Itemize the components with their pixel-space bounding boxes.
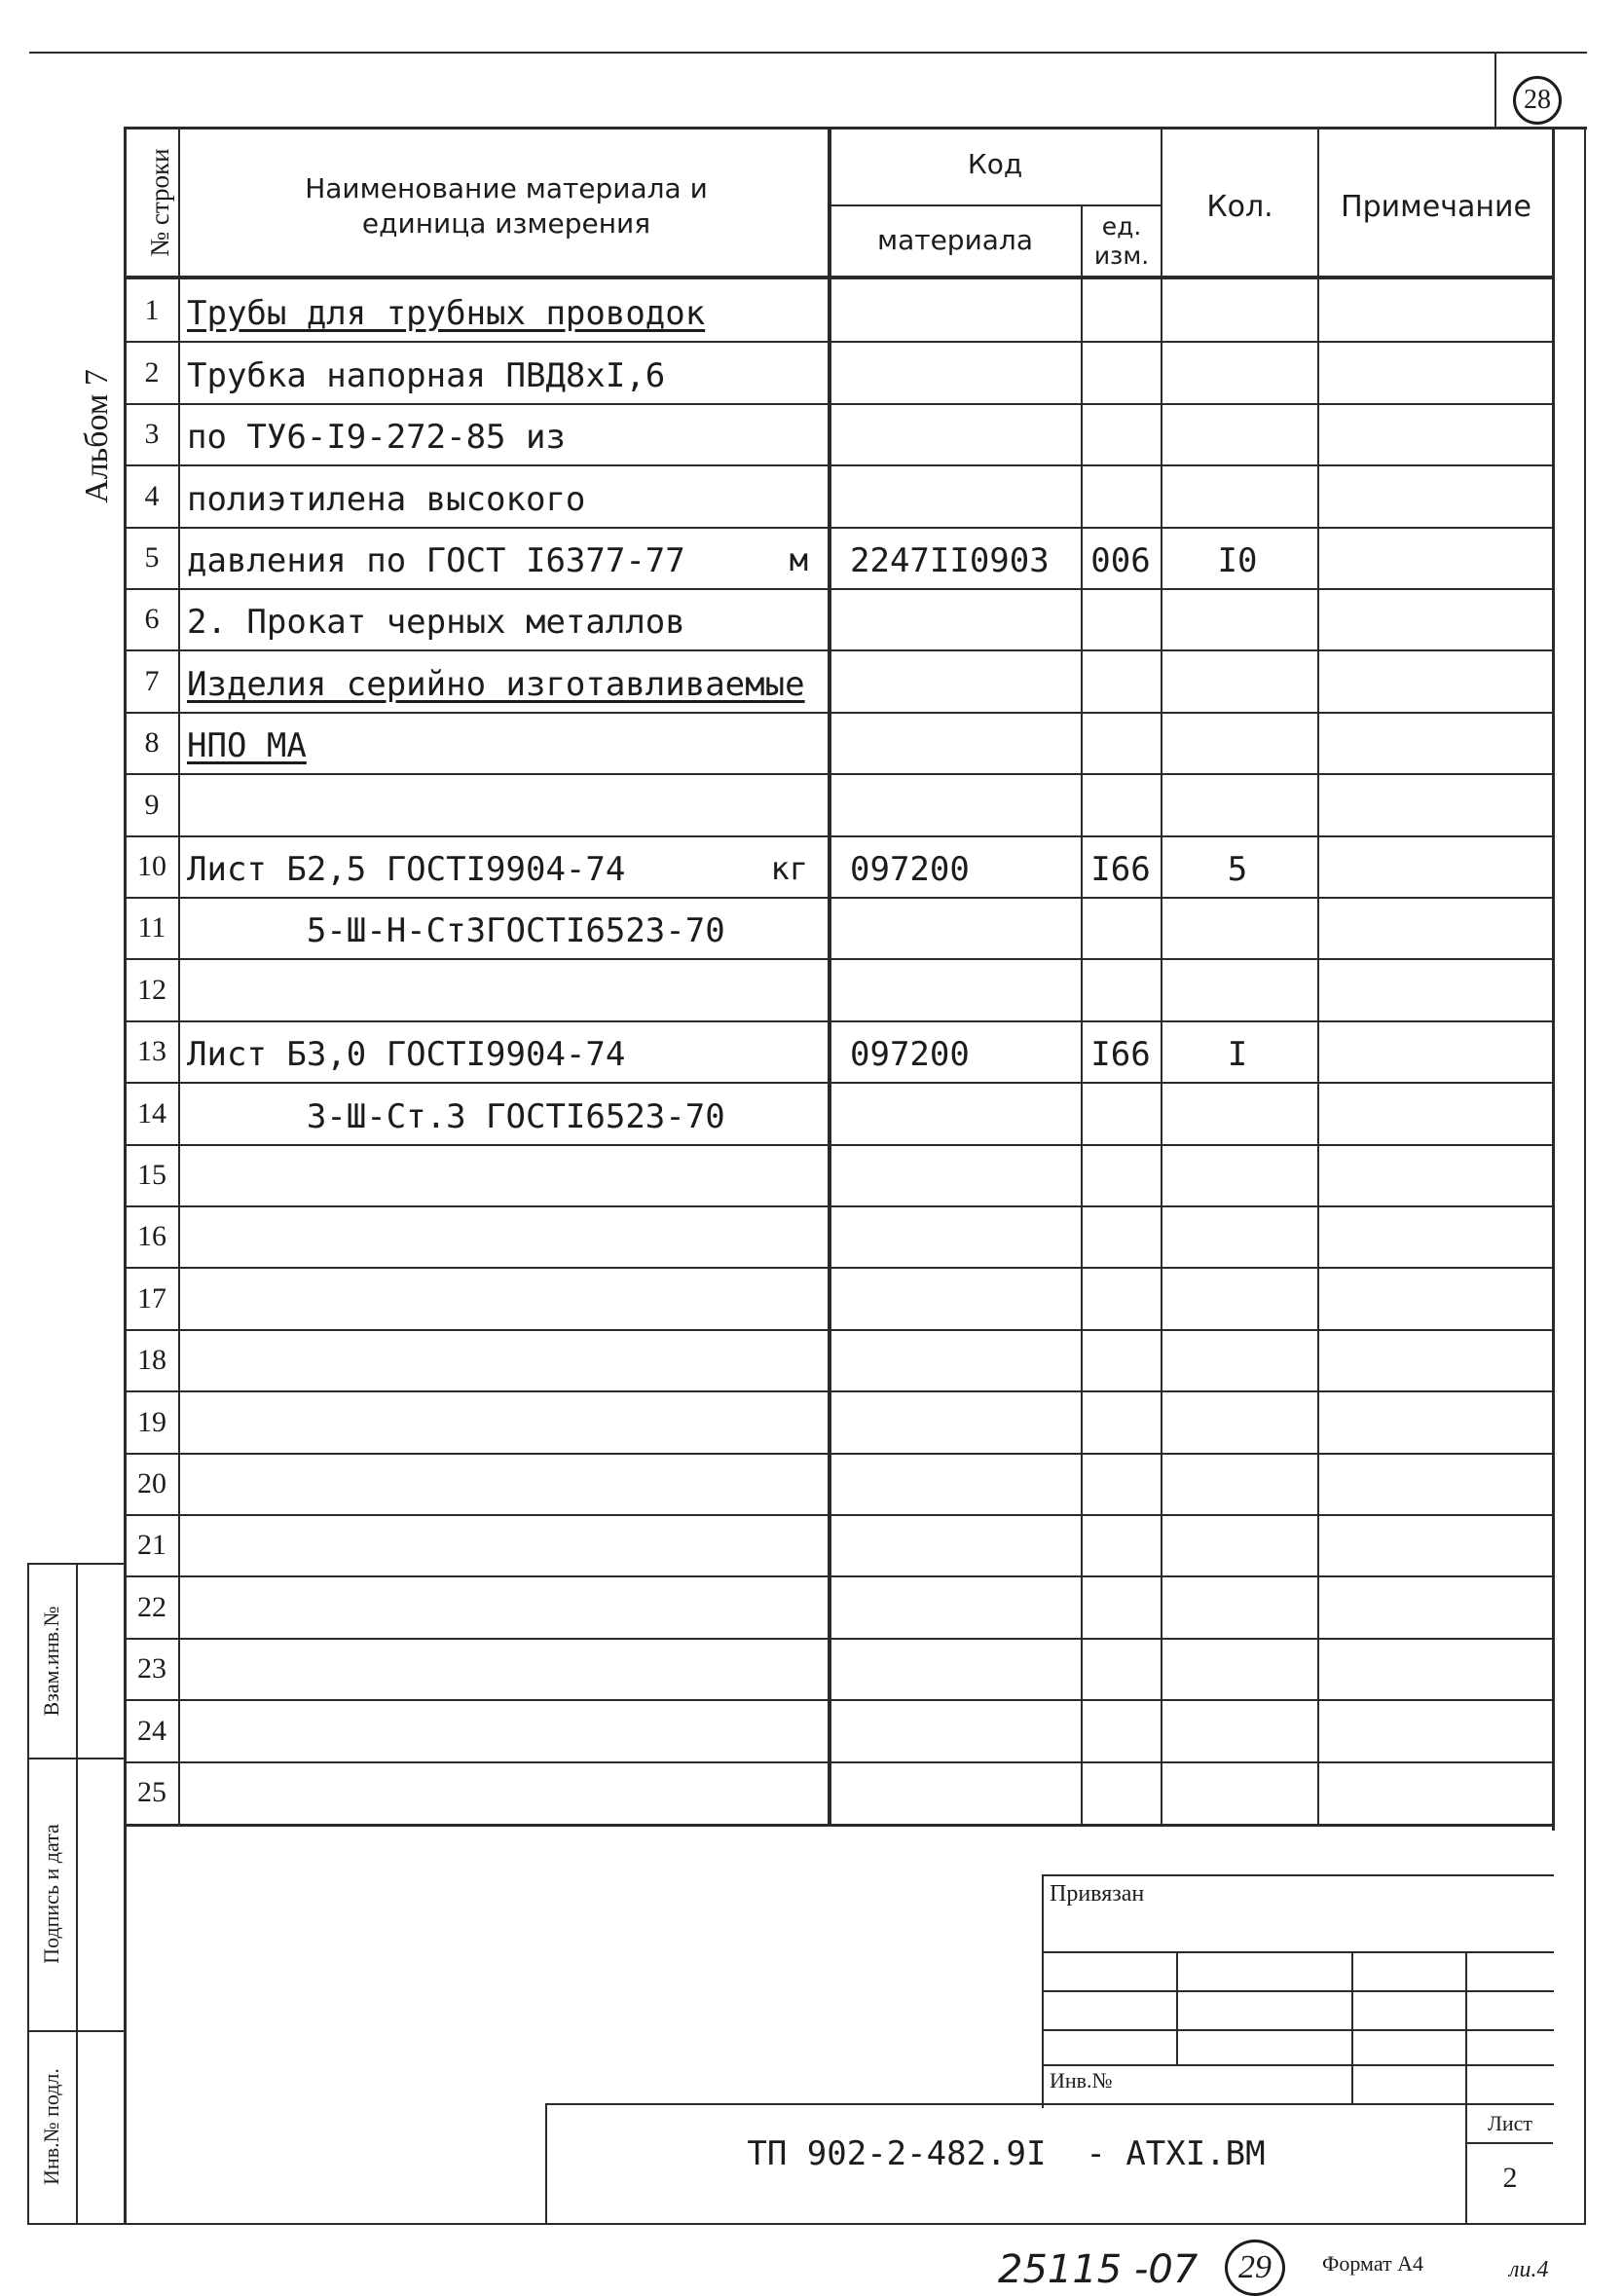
album-label: Альбом 7 — [79, 369, 115, 503]
row-material-code: 097200 — [850, 850, 970, 889]
handwritten-circle — [1225, 2240, 1285, 2296]
row-quantity: I — [1227, 1035, 1248, 1075]
row-line — [124, 1082, 1555, 1084]
row-line — [124, 1514, 1555, 1516]
tb-line-2 — [1042, 1990, 1554, 1992]
page-number: 28 — [1524, 85, 1551, 115]
row-material-code: 097200 — [850, 1035, 970, 1075]
row-number: 20 — [137, 1467, 166, 1500]
stamp-vzam-label: Взам.инв.№ — [39, 1606, 63, 1717]
row-number: 22 — [137, 1590, 166, 1623]
tb-line-1 — [1042, 1951, 1554, 1953]
row-line — [124, 1453, 1555, 1455]
row-name: 3-Ш-Ст.3 ГОСТI6523-70 — [187, 1096, 725, 1136]
row-line — [124, 835, 1555, 837]
row-line — [124, 897, 1555, 899]
row-line — [124, 958, 1555, 960]
row-number: 9 — [144, 788, 160, 821]
row-line — [124, 527, 1555, 529]
tb-inv-label: Инв.№ — [1050, 2068, 1113, 2092]
row-material-code: 2247II0903 — [850, 541, 1050, 580]
row-line — [124, 1329, 1555, 1331]
doc-code: ТП 902-2-482.9I - АТХI.ВМ — [747, 2134, 1266, 2173]
page-number-circle — [1513, 76, 1562, 125]
row-line — [124, 649, 1555, 651]
header-code: Код — [967, 148, 1023, 180]
row-name: Трубы для трубных проводок — [187, 294, 706, 334]
row-number: 3 — [144, 418, 160, 451]
col-sep-code — [1081, 204, 1083, 1826]
row-unit-code: 006 — [1090, 541, 1151, 580]
row-number: 7 — [144, 664, 160, 697]
row-line — [124, 403, 1555, 405]
tb-line-4 — [1042, 2064, 1554, 2066]
row-number: 2 — [144, 355, 160, 389]
row-quantity: 5 — [1227, 850, 1248, 889]
tb-sheet-divider — [1465, 2142, 1553, 2144]
header-code-unit: ед. изм. — [1093, 212, 1150, 270]
row-line — [124, 464, 1555, 466]
row-number: 1 — [144, 294, 160, 327]
row-name: полиэтилена высокого — [187, 479, 586, 519]
row-line — [124, 1699, 1555, 1701]
stamp-outer-left — [27, 1563, 29, 2225]
stamp-top — [27, 1563, 125, 1565]
top-border-line — [29, 52, 1587, 54]
row-number: 23 — [137, 1652, 166, 1685]
row-line — [124, 1390, 1555, 1392]
row-unit-code: I66 — [1090, 1035, 1151, 1075]
format-label: Формат А4 — [1322, 2251, 1424, 2276]
header-bottom-line — [124, 276, 1555, 279]
row-unit: кг — [770, 850, 808, 887]
row-unit: м — [789, 541, 808, 578]
row-number: 4 — [144, 479, 160, 512]
stamp-bottom — [27, 2223, 1585, 2225]
col-sep-qty — [1317, 127, 1319, 1826]
row-name: Лист Б2,5 ГОСТI9904-74 — [187, 850, 626, 889]
page-number-frame-left — [1494, 52, 1496, 127]
stamp-sep-2 — [27, 2030, 125, 2032]
tb-privyazan-label: Привязан — [1050, 1881, 1145, 1907]
row-number: 24 — [137, 1714, 166, 1747]
row-line — [124, 1761, 1555, 1763]
row-number: 8 — [144, 726, 160, 759]
header-code-divider — [830, 204, 1162, 206]
row-line — [124, 1205, 1555, 1207]
table-bottom-line — [124, 1824, 1555, 1827]
stamp-inner — [76, 1563, 78, 2225]
row-number: 18 — [137, 1344, 166, 1377]
header-row-number: № строки — [145, 148, 174, 257]
row-line — [124, 1575, 1555, 1577]
row-line — [124, 341, 1555, 343]
header-name: Наименование материала и единица измерения — [305, 172, 708, 240]
row-line — [124, 588, 1555, 590]
row-number: 21 — [137, 1529, 166, 1562]
row-name: Трубка напорная ПВД8хI,6 — [187, 355, 666, 395]
row-name: 2. Прокат черных металлов — [187, 603, 685, 643]
row-number: 5 — [144, 541, 160, 574]
row-line — [124, 1020, 1555, 1022]
tb-privyazan-top — [1042, 1874, 1554, 1876]
row-number: 13 — [137, 1035, 166, 1068]
table-left-line — [124, 127, 127, 2225]
handwritten-circle-number: 29 — [1238, 2249, 1272, 2285]
header-note: Примечание — [1341, 190, 1531, 224]
sheet-label: Лист — [1487, 2111, 1533, 2135]
row-line — [124, 1267, 1555, 1269]
outer-right-line — [1584, 127, 1586, 2225]
row-number: 15 — [137, 1159, 166, 1191]
sheet-number: 2 — [1502, 2162, 1518, 2194]
stamp-inv-label: Инв.№ подл. — [39, 2068, 63, 2185]
row-name: НПО МА — [187, 726, 307, 766]
row-number: 11 — [137, 911, 166, 944]
handwritten-code: 25115 -07 — [998, 2247, 1199, 2292]
row-name: Изделия серийно изготавливаемые — [187, 664, 805, 704]
row-number: 17 — [137, 1281, 166, 1315]
row-line — [124, 1144, 1555, 1146]
header-code-material: материала — [876, 224, 1033, 256]
row-name: 5-Ш-Н-Ст3ГОСТI6523-70 — [187, 911, 725, 951]
tb-main-top — [545, 2103, 1554, 2105]
row-name: по ТУ6-I9-272-85 из — [187, 418, 566, 458]
row-line — [124, 773, 1555, 775]
tb-col-3 — [1465, 1951, 1467, 2103]
row-number: 19 — [137, 1405, 166, 1438]
header-qty: Кол. — [1206, 190, 1273, 224]
row-name: давления по ГОСТ I6377-77 — [187, 541, 685, 580]
row-name: Лист Б3,0 ГОСТI9904-74 — [187, 1035, 626, 1075]
tb-col-2 — [1351, 1951, 1353, 2103]
tb-col-1 — [1176, 1951, 1178, 2064]
row-unit-code: I66 — [1090, 850, 1151, 889]
corner-scribble: ли.4 — [1509, 2257, 1549, 2282]
row-number: 16 — [137, 1220, 166, 1253]
col-sep-unit — [1161, 127, 1162, 1826]
stamp-podpis-label: Подпись и дата — [39, 1824, 63, 1964]
row-line — [124, 712, 1555, 714]
col-sep-rowno — [178, 127, 180, 1826]
row-quantity: I0 — [1217, 541, 1258, 580]
row-number: 6 — [144, 603, 160, 636]
tb-line-3 — [1042, 2029, 1554, 2031]
col-sep-name — [828, 127, 831, 1826]
row-number: 10 — [137, 850, 166, 882]
stamp-sep-1 — [27, 1758, 125, 1759]
row-number: 12 — [137, 973, 166, 1006]
row-number: 14 — [137, 1096, 166, 1129]
row-line — [124, 1638, 1555, 1640]
table-top-line — [124, 127, 1587, 130]
row-number: 25 — [137, 1776, 166, 1808]
